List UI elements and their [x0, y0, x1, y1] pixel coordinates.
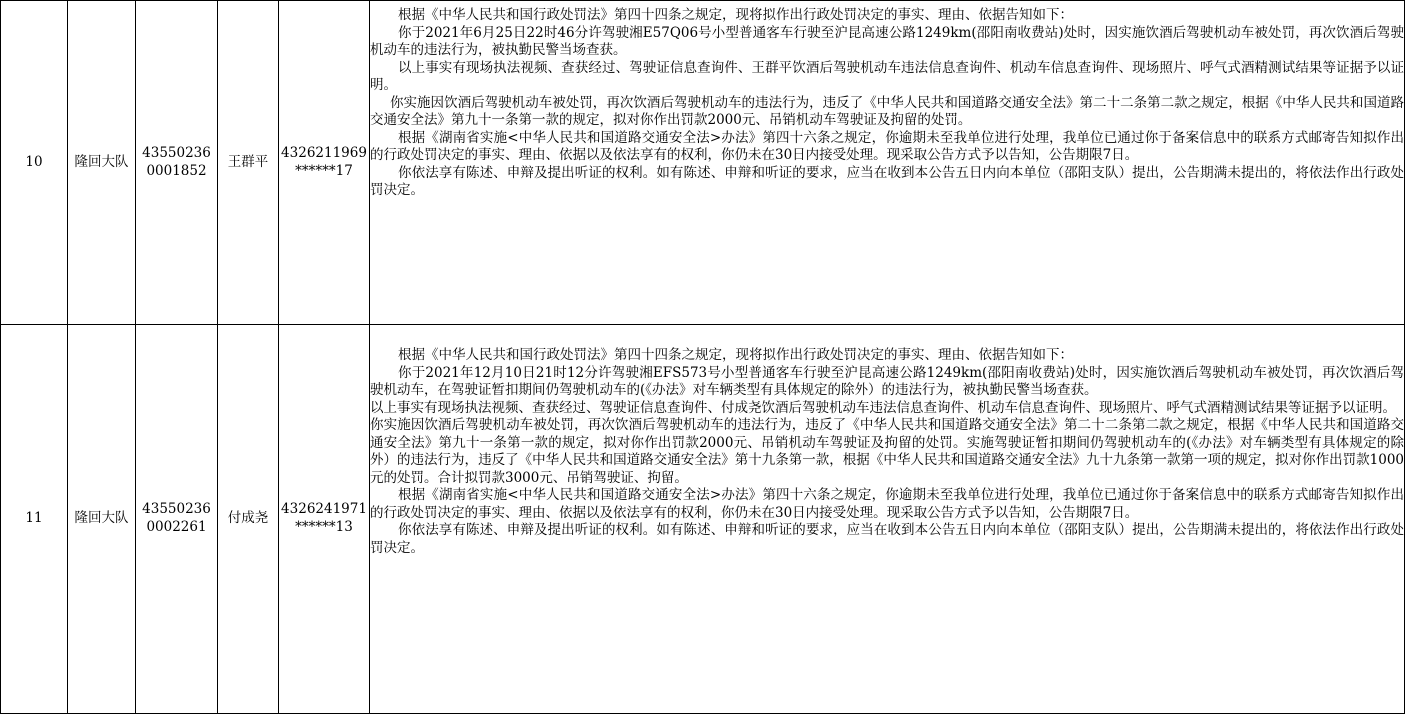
document-number-line2: 0001852	[146, 162, 207, 179]
document-number	[136, 325, 218, 714]
content-paragraph: 你实施因饮酒后驾驶机动车被处罚，再次饮酒后驾驶机动车的违法行为，违反了《中华人民共和国道路交通安全法》第二十二条第二款之规定，根据《中华人民共和国道路交通安全法》第九十一条第一款的规定，拟对你作出罚款2000元、吊销机动车驾驶证及拘留的处罚。实施驾驶证暂扣期间仍驾驶机动车的(《办法》对车辆类型有具体规定的除外）的违法行为，违反了《中华人民共和国道路交通安全法》第十九条第一款，根据《中华人民共和国道路交通安全法》九十九条第一款第一项的规定，拟对你作出罚款1000元的处罚。合计拟罚款3000元、吊销驾驶证、拘留。	[370, 417, 1404, 486]
notice-content	[370, 1, 1405, 325]
content-paragraph: 根据《中华人民共和国行政处罚法》第四十四条之规定，现将拟作出行政处罚决定的事实、理由、依据告知如下：	[398, 347, 1073, 363]
id-number	[279, 325, 370, 714]
unit-name: 隆回大队	[68, 325, 136, 714]
id-number	[279, 1, 370, 325]
document-number	[136, 1, 218, 325]
party-name: 付成尧	[218, 325, 279, 714]
id-number-line2: ******17	[295, 162, 353, 179]
content-paragraph: 以上事实有现场执法视频、查获经过、驾驶证信息查询件、付成尧饮酒后驾驶机动车违法信息查询件、机动车信息查询件、现场照片、呼气式酒精测试结果等证据予以证明。	[370, 399, 1396, 416]
document-number-line2: 0002261	[146, 519, 207, 535]
content-paragraph: 你依法享有陈述、申辩及提出听证的权利。如有陈述、申辩和听证的要求，应当在收到本公告五日内向本单位（邵阳支队）提出，公告期满未提出的，将依法作出行政处罚决定。	[370, 522, 1404, 557]
content-paragraph: 以上事实有现场执法视频、查获经过、驾驶证信息查询件、王群平饮酒后驾驶机动车违法信息查询件、机动车信息查询件、现场照片、呼气式酒精测试结果等证据予以证明。	[370, 59, 1404, 94]
table-row	[1, 325, 1405, 714]
unit-name: 隆回大队	[68, 1, 136, 325]
id-number-line2: ******13	[295, 519, 353, 535]
row-index: 10	[1, 1, 68, 325]
id-number-line1: 4326241971	[281, 501, 367, 518]
table-row	[1, 1, 1405, 325]
content-paragraph: 根据《中华人民共和国行政处罚法》第四十四条之规定，现将拟作出行政处罚决定的事实、理由、依据告知如下：	[398, 7, 1073, 23]
content-paragraph: 你依法享有陈述、申辩及提出听证的权利。如有陈述、申辩和听证的要求，应当在收到本公告五日内向本单位（邵阳支队）提出，公告期满未提出的，将依法作出行政处罚决定。	[370, 164, 1404, 199]
id-number-line1: 4326211969	[281, 144, 367, 161]
notice-content	[370, 325, 1405, 714]
document-number-line1: 43550236	[142, 501, 211, 518]
row-index: 11	[1, 325, 68, 714]
party-name: 王群平	[218, 1, 279, 325]
content-paragraph: 你实施因饮酒后驾驶机动车被处罚，再次饮酒后驾驶机动车的违法行为，违反了《中华人民共和国道路交通安全法》第二十二条第二款之规定，根据《中华人民共和国道路交通安全法》第九十一条第一款的规定，拟对你作出罚款2000元、吊销机动车驾驶证及拘留的处罚。	[370, 94, 1404, 129]
content-paragraph: 根据《湖南省实施<中华人民共和国道路交通安全法>办法》第四十六条之规定，你逾期未至我单位进行处理，我单位已通过你于备案信息中的联系方式邮寄告知拟作出的行政处罚决定的事实、理由、依据以及依法享有的权利，你仍未在30日内接受处理。现采取公告方式予以告知，公告期限7日。	[370, 487, 1404, 521]
content-paragraph: 你于2021年12月10日21时12分许驾驶湘EFS573号小型普通客车行驶至沪昆高速公路1249km(邵阳南收费站)处时，因实施饮酒后驾驶机动车被处罚，再次饮酒后驾驶机动车，在驾驶证暂扣期间仍驾驶机动车的(《办法》对车辆类型有具体规定的除外）的违法行为，被执勤民警当场查获。	[370, 364, 1404, 399]
document-number-line1: 43550236	[142, 144, 211, 161]
content-paragraph: 你于2021年6月25日22时46分许驾驶湘E57Q06号小型普通客车行驶至沪昆高速公路1249km(邵阳南收费站)处时，因实施饮酒后驾驶机动车被处罚，再次饮酒后驾驶机动车的违法行为，被执勤民警当场查获。	[370, 24, 1404, 59]
content-paragraph: 根据《湖南省实施<中华人民共和国道路交通安全法>办法》第四十六条之规定，你逾期未至我单位进行处理，我单位已通过你于备案信息中的联系方式邮寄告知拟作出的行政处罚决定的事实、理由、依据以及依法享有的权利，你仍未在30日内接受处理。现采取公告方式予以告知，公告期限7日。	[370, 129, 1404, 164]
